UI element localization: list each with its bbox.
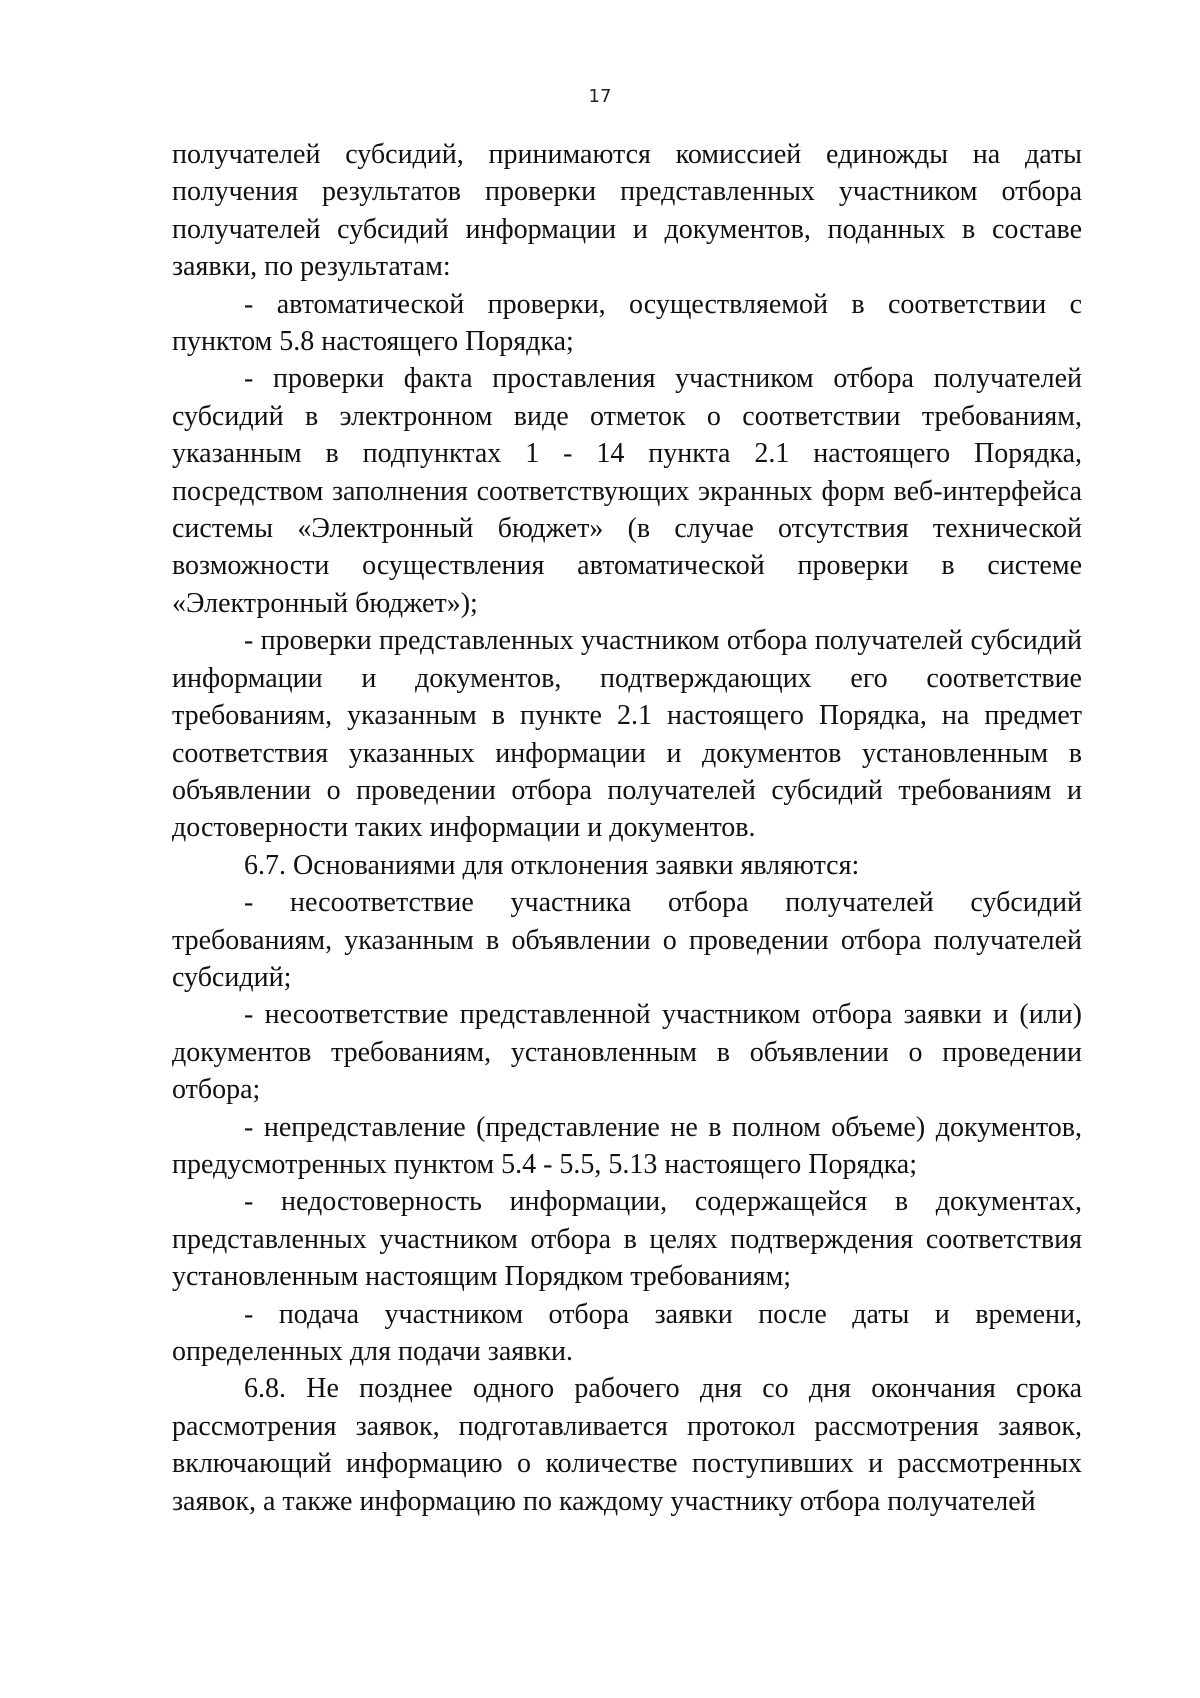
- page-number: 17: [588, 86, 612, 107]
- paragraph-item: - недостоверность информации, содержащейся в документах, представленных участником отбора в целях подтверждения соответствия установленным настоящим Порядком требованиям;: [172, 1186, 1082, 1293]
- paragraph-item: - проверки факта проставления участником отбора получателей субсидий в электронном виде отметок о соответствии требованиям, указанным в подпунктах 1 - 14 пункта 2.1 настоящего Порядка, посредством заполнения соответствующих экранных форм веб-интерфейса системы «Электронный бюджет» (в случае отсутствия технической возможности осуществления автоматической проверки в системе «Электронный бюджет»);: [172, 363, 1082, 619]
- paragraph-item: - автоматической проверки, осуществляемой в соответствии с пунктом 5.8 настоящего Порядка;: [172, 288, 1082, 358]
- paragraph-continuation: получателей субсидий, принимаются комиссией единожды на даты получения результатов проверки представленных участником отбора получателей субсидий информации и документов, поданных в составе заявки, по результатам:: [172, 139, 1082, 283]
- document-body: [172, 136, 1082, 1520]
- paragraph-item: - непредставление (представление не в полном объеме) документов, предусмотренных пунктом 5.4 - 5.5, 5.13 настоящего Порядка;: [172, 1111, 1082, 1180]
- section-6-7-heading: 6.7. Основаниями для отклонения заявки являются:: [244, 849, 860, 881]
- paragraph-item: - несоответствие участника отбора получателей субсидий требованиям, указанным в объявлении о проведении отбора получателей субсидий;: [172, 887, 1082, 993]
- section-6-8-paragraph: 6.8. Не позднее одного рабочего дня со дня окончания срока рассмотрения заявок, подготавливается протокол рассмотрения заявок, включающий информацию о количестве поступивших и рассмотренных заявок, а также информацию по каждому участнику отбора получателей: [172, 1373, 1082, 1517]
- paragraph-item: - проверки представленных участником отбора получателей субсидий информации и документов, подтверждающих его соответствие требованиям, указанным в пункте 2.1 настоящего Порядка, на предмет соответствия указанных информации и документов установленным в объявлении о проведении отбора получателей субсидий требованиям и достоверности таких информации и документов.: [172, 625, 1082, 844]
- paragraph-item: - несоответствие представленной участником отбора заявки и (или) документов требованиям, установленным в объявлении о проведении отбора;: [172, 999, 1082, 1106]
- paragraph-item: - подача участником отбора заявки после даты и времени, определенных для подачи заявки.: [172, 1298, 1082, 1367]
